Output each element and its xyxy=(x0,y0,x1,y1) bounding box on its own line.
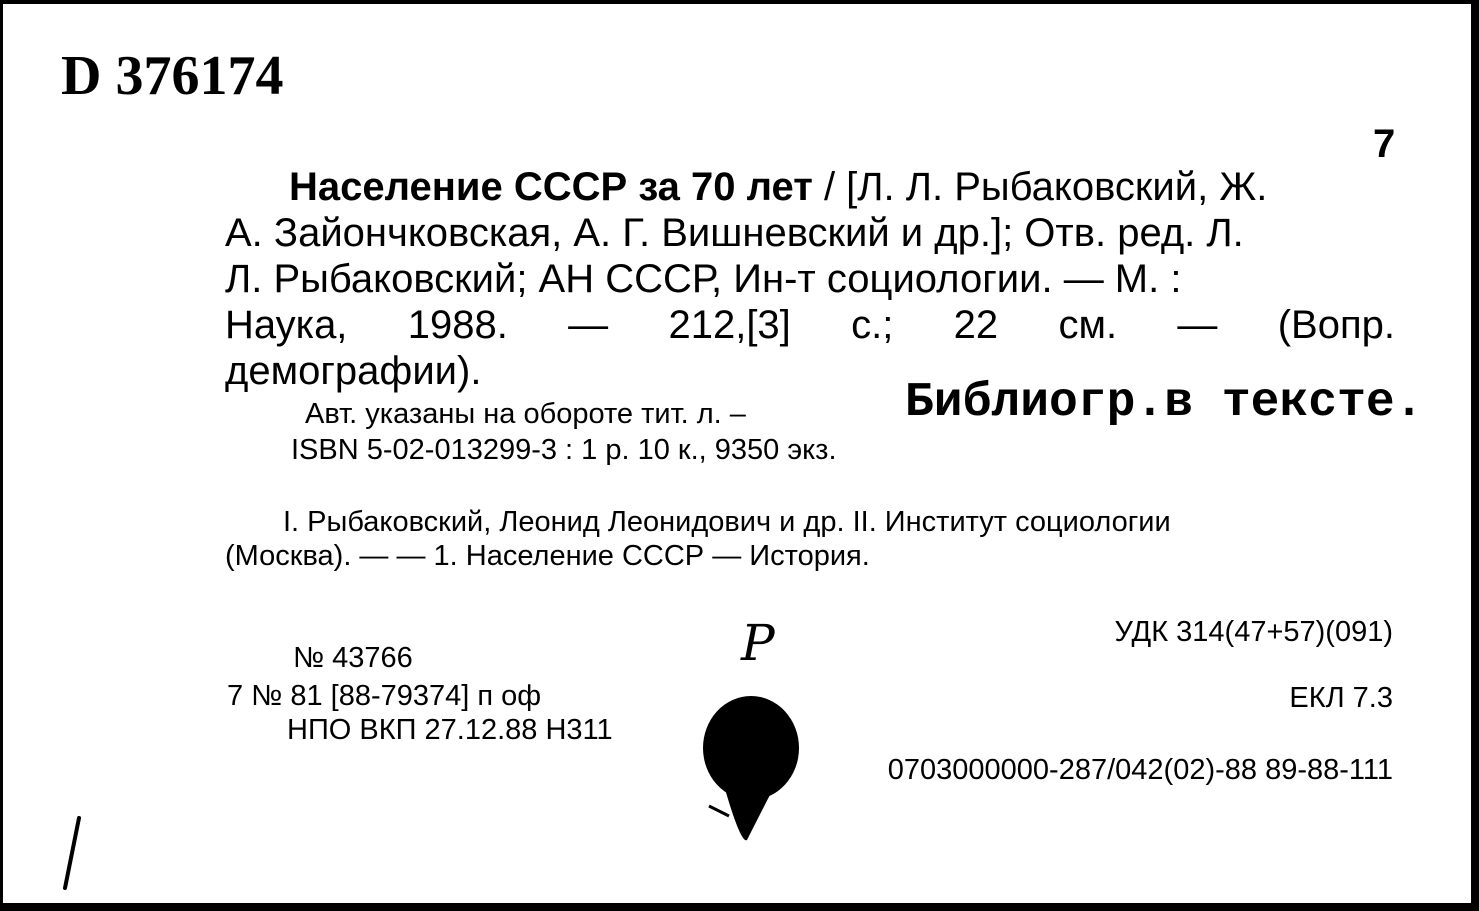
entry-line-3: Л. Рыбаковский; АН СССР, Ин-т социологии. — М. : xyxy=(225,257,1182,301)
entry-word: см. xyxy=(1058,303,1118,347)
author-list-start: / [Л. Л. Рыбаковский, Ж. xyxy=(812,165,1268,209)
entry-line-2: А. Зайончковская, А. Г. Вишневский и др.]; Отв. ред. Л. xyxy=(225,211,1244,255)
isbn-line: ISBN 5-02-013299-3 : 1 р. 10 к., 9350 экз. xyxy=(291,434,837,466)
note-printed: Авт. указаны на обороте тит. л. – xyxy=(305,398,746,430)
entry-word: 22 xyxy=(953,303,999,347)
entry-line-4 xyxy=(225,302,1395,348)
entry-word: — xyxy=(1177,303,1218,347)
entry-line-1 xyxy=(289,164,1267,210)
order-line: 7 № 81 [88-79374] п оф xyxy=(227,680,542,712)
entry-word: Наука, xyxy=(225,303,348,347)
entry-word: (Вопр. xyxy=(1277,303,1395,347)
subject-line-1: I. Рыбаковский, Леонид Леонидович и др. II. Институт социологии xyxy=(283,506,1171,538)
handwritten-mark: Р xyxy=(741,614,775,672)
subject-line-2: (Москва). — — 1. Население СССР — История. xyxy=(225,540,870,572)
entry-word: — xyxy=(568,303,609,347)
entry-line-5: демографии). xyxy=(225,349,482,393)
entry-word: 1988. xyxy=(407,303,508,347)
classification-code: 0703000000-287/042(02)-88 89-88-111 xyxy=(887,754,1393,786)
punch-hole-shape xyxy=(695,694,807,844)
publisher-line: НПО ВКП 27.12.88 Н311 xyxy=(287,714,613,746)
entry-word: с.; xyxy=(851,303,894,347)
pen-stroke-mark xyxy=(51,814,91,894)
entry-word: 212,[3] xyxy=(668,303,791,347)
call-number: D 376174 xyxy=(61,45,284,107)
card-number: № 43766 xyxy=(293,642,413,674)
udk-code: УДК 314(47+57)(091) xyxy=(1114,616,1393,648)
index-digit: 7 xyxy=(1373,122,1396,166)
ekl-code: ЕКЛ 7.3 xyxy=(1289,682,1393,714)
note-typewritten: Библиогр.в тексте. xyxy=(905,376,1424,430)
book-title: Население СССР за 70 лет xyxy=(289,165,813,209)
